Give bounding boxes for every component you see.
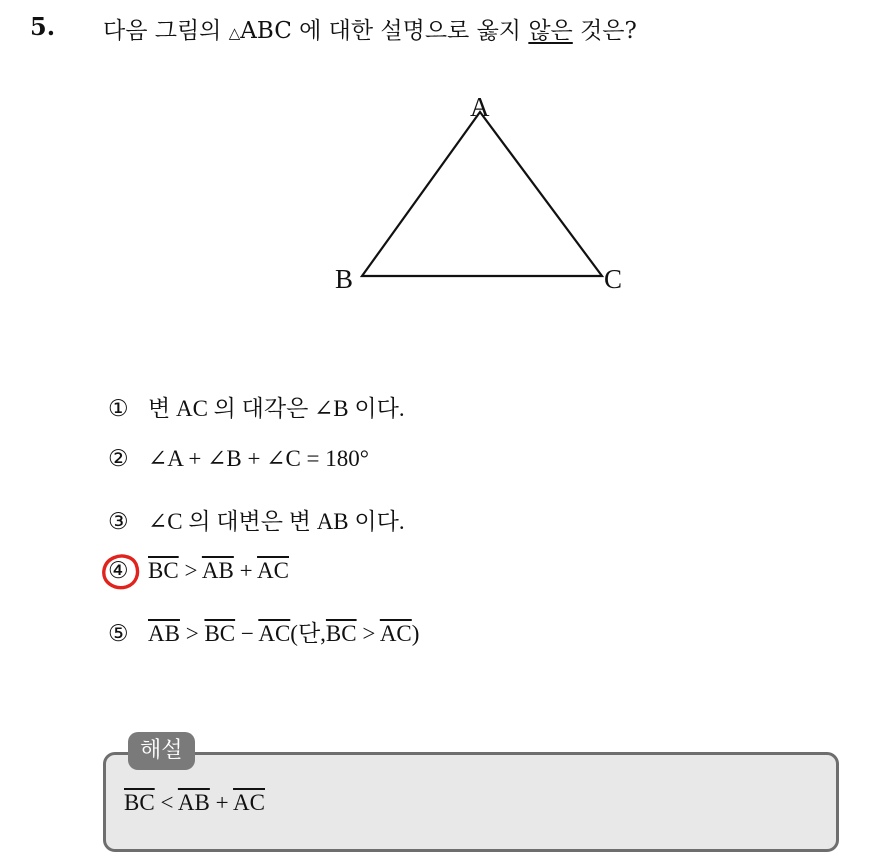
triangle-abc xyxy=(362,112,602,276)
choice-3[interactable] xyxy=(108,503,405,536)
segment-ab: $\overline{AB}$ xyxy=(148,621,180,646)
triangle-symbol: △ xyxy=(228,24,241,42)
segment-bc: $\overline{BC}$ xyxy=(148,558,179,583)
operator: > xyxy=(179,621,205,646)
choice-2-mark: ② xyxy=(108,446,129,471)
solution-tab: 해설 xyxy=(128,732,195,770)
vertex-label-a: A xyxy=(470,92,490,122)
choice-2[interactable] xyxy=(108,446,369,472)
choice-3-text: ∠C 의 대변은 변 AB 이다. xyxy=(148,509,405,534)
question-number: 5. xyxy=(30,12,56,41)
question-prefix: 다음 그림의 xyxy=(103,18,229,44)
choice-5[interactable] xyxy=(108,615,419,648)
choice-1[interactable] xyxy=(108,390,405,423)
question-text xyxy=(103,12,637,45)
operator: > xyxy=(178,558,202,583)
segment-ac: $\overline{AC}$ xyxy=(233,790,265,815)
question-middle: 에 대한 설명으로 옳지 xyxy=(291,18,529,44)
operator: − xyxy=(235,621,259,646)
operator: > xyxy=(356,621,380,646)
segment-bc: $\overline{BC}$ xyxy=(124,790,155,815)
choice-1-text: 변 AC 의 대각은 ∠B 이다. xyxy=(148,396,405,421)
condition-close: ) xyxy=(411,621,420,646)
triangle-figure xyxy=(320,84,640,304)
question-suffix: 것은? xyxy=(572,18,637,44)
segment-ab: $\overline{AB}$ xyxy=(177,790,210,815)
triangle-name: ABC xyxy=(240,18,292,44)
answer-circle-icon xyxy=(100,552,144,592)
solution-text xyxy=(124,790,265,816)
segment-bc: $\overline{BC}$ xyxy=(204,621,236,646)
vertex-label-b: B xyxy=(335,264,354,294)
segment-ac: $\overline{AC}$ xyxy=(257,558,289,583)
question-underlined: 않은 xyxy=(528,18,573,44)
segment-ac: $\overline{AC}$ xyxy=(258,621,291,646)
operator: + xyxy=(209,790,234,815)
segment-bc: $\overline{BC}$ xyxy=(325,621,357,646)
choice-4-mark: ④ xyxy=(108,558,129,583)
segment-ab: $\overline{AB}$ xyxy=(201,558,234,583)
segment-ac: $\overline{AC}$ xyxy=(379,621,412,646)
vertex-label-c: C xyxy=(604,264,623,294)
choice-2-text: ∠A + ∠B + ∠C = 180° xyxy=(148,446,369,471)
choice-3-mark: ③ xyxy=(108,509,129,534)
choice-1-mark: ① xyxy=(108,396,129,421)
choice-5-mark: ⑤ xyxy=(108,621,129,646)
operator: + xyxy=(233,558,258,583)
condition-open: (단, xyxy=(290,621,326,646)
operator: < xyxy=(154,790,178,815)
